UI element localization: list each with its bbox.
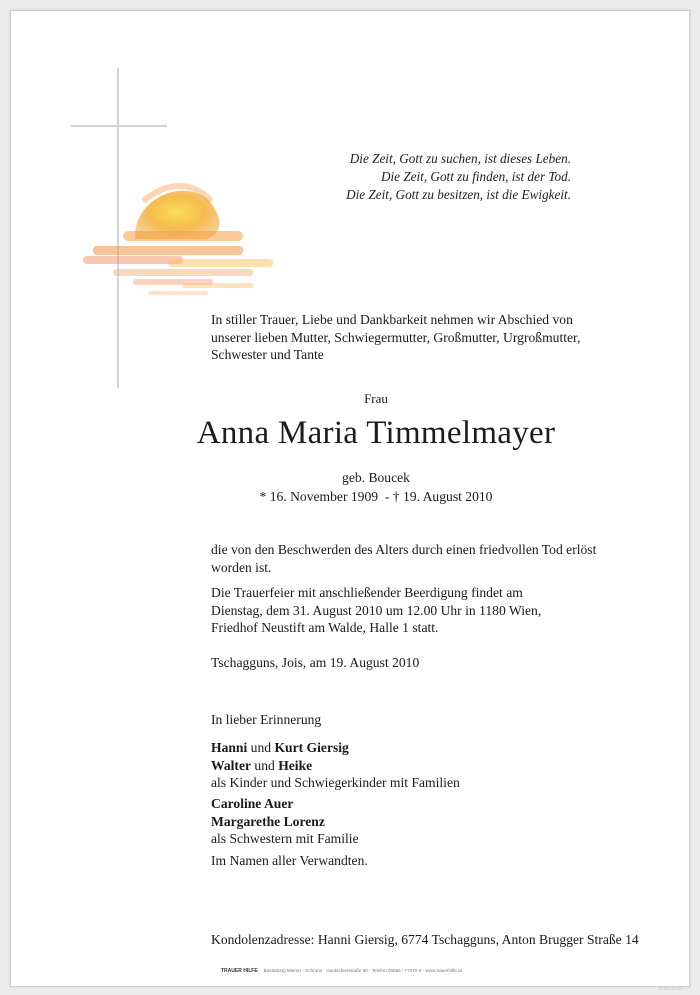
cross-icon-horizontal [71, 125, 167, 127]
mourner-line [211, 757, 651, 775]
footer-brand: TRAUER HILFE [221, 968, 258, 974]
closing-line: Im Namen aller Verwandten. [211, 853, 368, 868]
sunset-watercolor-icon [73, 161, 283, 306]
intro-line: unserer lieben Mutter, Schwiegermutter, Großmutter, Urgroßmutter, [211, 329, 581, 345]
quote-line: Die Zeit, Gott zu finden, ist der Tod. [380, 169, 571, 184]
condolence-address: Kondolenzadresse: Hanni Giersig, 6774 Tschagguns, Anton Brugger Straße 14 [211, 932, 639, 947]
deceased-name: Anna Maria Timmelmayer [196, 415, 556, 451]
mourner-role: als Schwestern mit Familie [211, 831, 359, 846]
death-note [211, 541, 651, 576]
mourners-group-children [211, 739, 651, 792]
obituary-page [10, 10, 690, 987]
mourner-role: als Kinder und Schwiegerkinder mit Familien [211, 775, 460, 790]
life-dates: * 16. November 1909 - † 19. August 2010 [259, 489, 493, 504]
funeral-info [211, 584, 651, 637]
death-note-line: worden ist. [211, 559, 272, 575]
mourner-name: Margarethe Lorenz [211, 813, 325, 829]
mourner-name: Hanni [211, 740, 248, 755]
intro-line: In stiller Trauer, Liebe und Dankbarkeit nehmen wir Abschied von [211, 312, 573, 327]
quote-line: Die Zeit, Gott zu suchen, ist dieses Leben. [349, 151, 571, 166]
footer-text: Bestattung Mierert · Schruns · Gantschierstraße 80 · Telefon 05556 / 77070-0 · www.trauerhilfe.at [263, 968, 462, 973]
maiden-name: geb. Boucek [342, 470, 410, 485]
funeral-line: Dienstag, dem 31. August 2010 um 12.00 Uhr in 1180 Wien, [211, 602, 542, 618]
and-word: und [251, 757, 279, 773]
mourner-name: Walter [211, 757, 252, 773]
mourner-name: Heike [278, 757, 313, 773]
intro-line: Schwester und Tante [211, 347, 324, 362]
quote-line: Die Zeit, Gott zu besitzen, ist die Ewigkeit. [346, 187, 571, 202]
death-note-line: die von den Beschwerden des Alters durch einen friedvollen Tod erlöst [211, 542, 597, 557]
mourner-name: Kurt Giersig [274, 740, 349, 755]
intro-text [211, 311, 651, 364]
corner-code: ID 09 14 0 8 [659, 986, 681, 991]
mourners-group-sisters [211, 795, 651, 848]
quote-block [261, 150, 571, 204]
salutation: Frau [364, 391, 388, 406]
mourner-line [211, 739, 651, 757]
funeral-line: Friedhof Neustift am Walde, Halle 1 statt. [211, 620, 439, 635]
memory-heading: In lieber Erinnerung [211, 712, 322, 727]
mourner-name: Caroline Auer [211, 796, 294, 811]
funeral-line: Die Trauerfeier mit anschließender Beerdigung findet am [211, 585, 523, 600]
footer [221, 968, 462, 974]
and-word: und [247, 740, 275, 755]
place-date: Tschagguns, Jois, am 19. August 2010 [211, 655, 420, 670]
